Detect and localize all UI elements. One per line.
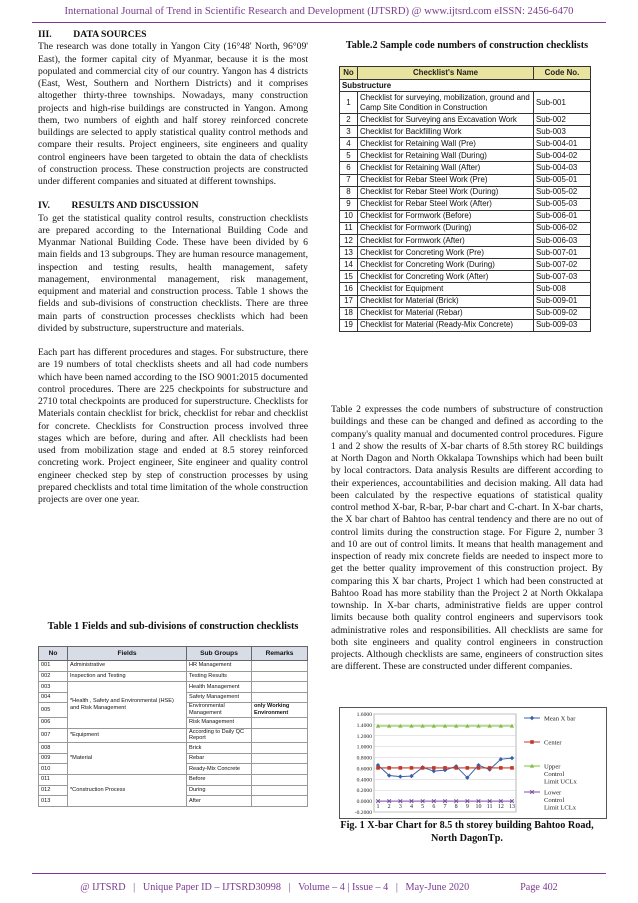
section-heading-results: IV. RESULTS AND DISCUSSION bbox=[38, 200, 199, 212]
x-tick-label: 2 bbox=[387, 804, 391, 811]
y-tick-label: 0.2000 bbox=[356, 788, 372, 795]
data-point bbox=[410, 766, 414, 770]
left-column bbox=[38, 29, 308, 506]
y-tick-label: 1.6000 bbox=[356, 712, 372, 718]
xbar-chart bbox=[339, 707, 607, 819]
table1-no: 012 bbox=[39, 785, 68, 796]
table1-field: Administrative bbox=[68, 661, 187, 672]
table2-row bbox=[340, 222, 591, 234]
data-point bbox=[421, 766, 425, 770]
table2-cell-name: Checklist for Rebar Steel Work (Pre) bbox=[358, 174, 534, 186]
table1-field: *Equipment bbox=[68, 728, 187, 743]
table2-cell-no: 16 bbox=[340, 283, 358, 295]
data-point bbox=[510, 756, 514, 760]
table1-subgroup: Testing Results bbox=[187, 671, 252, 682]
table1-subgroup: According to Daily QC Report bbox=[187, 728, 252, 743]
table1-subgroup: Risk Management bbox=[187, 717, 252, 728]
legend-label bbox=[544, 790, 577, 812]
table2-cell-code: Sub-005-01 bbox=[534, 174, 591, 186]
data-point bbox=[399, 766, 403, 770]
table2-cell-name: Checklist for Concreting Work (After) bbox=[358, 271, 534, 283]
table2-cell-code: Sub-009-01 bbox=[534, 295, 591, 307]
table2-cell-name: Checklist for Concreting Work (Pre) bbox=[358, 247, 534, 259]
table1-no: 005 bbox=[39, 703, 68, 718]
table1-caption: Table 1 Fields and sub-divisions of construction checklists bbox=[47, 621, 299, 632]
x-tick-label: 8 bbox=[454, 804, 458, 811]
table2-row bbox=[340, 162, 591, 174]
table2-header: Code No. bbox=[534, 67, 591, 80]
table2-cell-code: Sub-007-02 bbox=[534, 259, 591, 271]
table2-cell-name: Checklist for Equipment bbox=[358, 283, 534, 295]
legend-label-line: Control bbox=[544, 797, 565, 804]
table1-field: *Health , Safety and Environmental (HSE) and Risk Management bbox=[68, 682, 187, 728]
table1-subgroup: Ready-Mix Concrete bbox=[187, 764, 252, 775]
data-point bbox=[488, 766, 492, 770]
x-tick-label: 6 bbox=[432, 804, 436, 811]
x-tick-label: 7 bbox=[443, 804, 447, 811]
legend-label bbox=[544, 764, 577, 786]
legend-label bbox=[544, 740, 562, 747]
table2-cell-no: 10 bbox=[340, 210, 358, 222]
table2-cell-code: Sub-003 bbox=[534, 126, 591, 138]
table1-subgroup: Environmental Management bbox=[187, 703, 252, 718]
legend-label-line: Limit LCLx bbox=[544, 804, 577, 812]
table2-cell-code: Sub-009-03 bbox=[534, 319, 591, 331]
paragraph-results-2: Each part has different procedures and stages. For substructure, there are 19 numbers of total checklists sheets and all had code numbers which have been named according to the ISO 9001:2015 documented control procedures. There are 225 checkpoints for substructure and 2710 total checkpoints are produced for superstructure. Checklists for Materials contain checklist for brick, checklist for rebar and checklist for concrete. Checklists for Construction process involved three stages which are before, during and after. All checklists had been used from mobilization stage and ended at 8.5 storey reinforced concreting work. Project engineer, Site engineer and quality control engineer checked step by step of construction processes by using prepared checklists and total time limitation of the whole construction projects are over one year. bbox=[38, 347, 308, 505]
table2-cell-name: Checklist for Retaining Wall (Pre) bbox=[358, 138, 534, 150]
y-tick-label: 1.2000 bbox=[356, 733, 372, 740]
table2-cell-no: 12 bbox=[340, 235, 358, 247]
table2-row bbox=[340, 283, 591, 295]
table2-cell-no: 15 bbox=[340, 271, 358, 283]
table2-cell-code: Sub-005-03 bbox=[534, 198, 591, 210]
table1-subgroup: After bbox=[187, 796, 252, 807]
table2-cell-code: Sub-006-01 bbox=[534, 210, 591, 222]
table1-subgroup: Safety Management bbox=[187, 692, 252, 703]
table2-cell-no: 11 bbox=[340, 222, 358, 234]
table2-cell-no: 8 bbox=[340, 186, 358, 198]
table2-cell-no: 4 bbox=[340, 138, 358, 150]
paragraph-results-1: To get the statistical quality control results, construction checklists are prepared according to the International Building Code and Myanmar National Building Code. These have been divided by 6 main fields and 13 subgroups. They are human resource management, inspection and testing results, health management, safety management, environmental management, risk management, equipment and material and construction process. Table 1 shows the fields and sub-divisions of construction checklists. There are three main parts of construction processes checklists which had been divided by substructure, superstructure and materials. bbox=[38, 212, 308, 334]
section-heading-data-sources: III. DATA SOURCES bbox=[38, 29, 147, 40]
x-tick-label: 10 bbox=[475, 804, 482, 811]
table2-row bbox=[340, 259, 591, 271]
table1-header: No bbox=[39, 647, 68, 661]
data-point bbox=[376, 766, 380, 770]
data-point bbox=[398, 774, 402, 778]
table1-no: 002 bbox=[39, 671, 68, 682]
y-tick-label: 1.0000 bbox=[356, 744, 372, 751]
data-point bbox=[432, 766, 436, 770]
table1-field: Inspection and Testing bbox=[68, 671, 187, 682]
table2-cell-name: Checklist for Surveying ans Excavation Work bbox=[358, 114, 534, 126]
table2-row bbox=[340, 138, 591, 150]
table2-cell-name: Checklist for Retaining Wall (During) bbox=[358, 150, 534, 162]
y-tick-label: 0.0000 bbox=[356, 799, 372, 806]
table2-row bbox=[340, 307, 591, 319]
table1-subgroup: HR Management bbox=[187, 661, 252, 672]
figure1-caption: Fig. 1 X-bar Chart for 8.5 th storey building Bahtoo Road, North DagonTp. bbox=[340, 820, 594, 844]
table2-cell-name: Checklist for surveying, mobilization, ground and Camp Site Condition in Construction bbox=[358, 92, 534, 114]
table2-caption: Table.2 Sample code numbers of construction checklists bbox=[345, 40, 589, 51]
table2-cell-code: Sub-005-02 bbox=[534, 186, 591, 198]
x-tick-label: 5 bbox=[421, 804, 425, 811]
table2-cell-code: Sub-001 bbox=[534, 92, 591, 114]
legend-marker bbox=[530, 740, 534, 744]
table1-subgroup: Brick bbox=[187, 743, 252, 754]
table1-no: 004 bbox=[39, 692, 68, 703]
table2-cell-code: Sub-008 bbox=[534, 283, 591, 295]
table2-row bbox=[340, 247, 591, 259]
data-point bbox=[510, 766, 514, 770]
x-tick-label: 1 bbox=[376, 804, 380, 811]
x-tick-label: 3 bbox=[398, 804, 402, 811]
data-point bbox=[443, 766, 447, 770]
y-tick-label: 0.8000 bbox=[356, 755, 372, 762]
data-point bbox=[499, 766, 503, 770]
data-point bbox=[454, 766, 458, 770]
table2-cell-code: Sub-004-03 bbox=[534, 162, 591, 174]
table2-row bbox=[340, 235, 591, 247]
table1-no: 013 bbox=[39, 796, 68, 807]
table2-cell-name: Checklist for Backfilling Work bbox=[358, 126, 534, 138]
table2-row bbox=[340, 150, 591, 162]
table2-cell-code: Sub-004-01 bbox=[534, 138, 591, 150]
table1-no: 006 bbox=[39, 717, 68, 728]
table1-subgroup: Health Management bbox=[187, 682, 252, 693]
table2-cell-name: Checklist for Concreting Work (During) bbox=[358, 259, 534, 271]
table1-no: 011 bbox=[39, 774, 68, 785]
legend-marker bbox=[530, 716, 534, 720]
table2-cell-code: Sub-004-02 bbox=[534, 150, 591, 162]
table2-row bbox=[340, 295, 591, 307]
legend-label-line: Mean X bar bbox=[544, 715, 576, 723]
table2-row bbox=[340, 198, 591, 210]
legend-label-line: Center bbox=[544, 739, 562, 747]
table2-cell-name: Checklist for Material (Brick) bbox=[358, 295, 534, 307]
table2-cell-no: 5 bbox=[340, 150, 358, 162]
table1-no: 008 bbox=[39, 743, 68, 754]
paragraph-table2-discussion: Table 2 expresses the code numbers of substructure of construction buildings and these can be changed and defined as according to the company's quality manual and documented control procedures. Figure 1 and 2 show the results of X-bar charts of 8.5th storey RC buildings at North Dagon and North Okkalapa Townships which had been built by local contractors. Data analysis Results are different according to their experiences, accountabilities and decision making. All data had been calculated by the respective equations of statistical quality control method X-bar, R-bar, P-bar chart and C-chart. In X-bar charts, the X bar chart of Bahtoo has central tendency and there are no out of control limits during the construction stage. For Figure 2, number 3 and 10 are out of control limits. It means that health management and inspection of ready mix concrete fields are needed to inspect more to get the better quality improvement of this construction project. By comparing this X bar charts, Project 1 which had been constructed at Bahtoo Road has more stability than the Project 2 at North Okkalapa township. In X-bar charts, administrative fields are upper control limits because both quality control engineers and supervisors took administrative roles and responsibilities. All checklists are same for both site engineers and quality control engineers in construction projects. Although checklists are same, engineers of construction sites are different. These are constructed under different companies. bbox=[331, 404, 603, 673]
table2-row bbox=[340, 186, 591, 198]
plot-area bbox=[374, 714, 516, 812]
table2-row bbox=[340, 92, 591, 114]
table1-header: Remarks bbox=[252, 647, 308, 661]
data-point bbox=[387, 766, 391, 770]
table2-cell-no: 13 bbox=[340, 247, 358, 259]
table1-no: 001 bbox=[39, 661, 68, 672]
legend-label-line: Lower bbox=[544, 789, 562, 797]
table2-cell-no: 6 bbox=[340, 162, 358, 174]
table2-cell-no: 1 bbox=[340, 92, 358, 114]
y-tick-label: -0.2000 bbox=[354, 810, 372, 816]
table1-subgroup: Rebar bbox=[187, 753, 252, 764]
table1-header: Sub Groups bbox=[187, 647, 252, 661]
table2-cell-no: 19 bbox=[340, 319, 358, 331]
data-point bbox=[477, 766, 481, 770]
table1-field: *Material bbox=[68, 743, 187, 775]
right-column bbox=[331, 404, 603, 674]
table2-cell-code: Sub-007-03 bbox=[534, 271, 591, 283]
journal-header: International Journal of Trend in Scientific Research and Development (IJTSRD) @ www.ijtsrd.com eISSN: 2456-6470 bbox=[64, 6, 574, 17]
data-point bbox=[466, 766, 470, 770]
table2-cell-name: Checklist for Formwork (During) bbox=[358, 222, 534, 234]
x-tick-label: 11 bbox=[486, 804, 493, 811]
table2-cell-code: Sub-009-02 bbox=[534, 307, 591, 319]
table2-cell-name: Checklist for Rebar Steel Work (After) bbox=[358, 198, 534, 210]
table1 bbox=[38, 646, 308, 807]
table2-cell-name: Checklist for Rebar Steel Work (During) bbox=[358, 186, 534, 198]
legend-label bbox=[544, 716, 576, 723]
table2 bbox=[339, 66, 591, 332]
table2-cell-no: 7 bbox=[340, 174, 358, 186]
table2-cell-no: 17 bbox=[340, 295, 358, 307]
x-tick-label: 4 bbox=[410, 804, 413, 811]
legend-label-line: Control bbox=[544, 771, 565, 778]
footer-rule bbox=[32, 873, 606, 874]
table2-cell-name: Checklist for Formwork (After) bbox=[358, 235, 534, 247]
y-tick-label: 1.4000 bbox=[356, 722, 372, 729]
table2-section: Substructure bbox=[340, 80, 591, 92]
table2-cell-no: 3 bbox=[340, 126, 358, 138]
table2-cell-code: Sub-006-02 bbox=[534, 222, 591, 234]
legend-label-line: Upper bbox=[544, 763, 561, 771]
table2-row bbox=[340, 114, 591, 126]
table1-remark: only Working Environment bbox=[252, 703, 308, 718]
legend-label-line: Limit UCLx bbox=[544, 778, 577, 786]
table2-cell-name: Checklist for Formwork (Before) bbox=[358, 210, 534, 222]
table2-cell-no: 2 bbox=[340, 114, 358, 126]
x-tick-label: 9 bbox=[465, 804, 469, 811]
table1-no: 009 bbox=[39, 753, 68, 764]
table1-subgroup: Before bbox=[187, 774, 252, 785]
table1-no: 003 bbox=[39, 682, 68, 693]
x-tick-label: 13 bbox=[509, 804, 515, 811]
table2-row bbox=[340, 319, 591, 331]
y-tick-label: 0.4000 bbox=[356, 777, 372, 784]
table1-field: *Construction Process bbox=[68, 774, 187, 806]
table2-cell-no: 14 bbox=[340, 259, 358, 271]
table2-cell-no: 18 bbox=[340, 307, 358, 319]
table2-cell-code: Sub-007-01 bbox=[534, 247, 591, 259]
header-rule bbox=[32, 22, 606, 23]
journal-footer: @ IJTSRD | Unique Paper ID – IJTSRD30998 | Volume – 4 | Issue – 4 | May-June 2020 Page 402 bbox=[80, 882, 558, 893]
table2-header: No bbox=[340, 67, 358, 80]
table2-cell-name: Checklist for Material (Rebar) bbox=[358, 307, 534, 319]
table1-no: 010 bbox=[39, 764, 68, 775]
table1-header: Fields bbox=[68, 647, 187, 661]
x-tick-label: 12 bbox=[497, 804, 504, 811]
table2-cell-code: Sub-006-03 bbox=[534, 235, 591, 247]
xbar-chart-svg bbox=[340, 708, 606, 818]
table2-cell-code: Sub-002 bbox=[534, 114, 591, 126]
table2-cell-name: Checklist for Retaining Wall (After) bbox=[358, 162, 534, 174]
table1-subgroup: During bbox=[187, 785, 252, 796]
table2-row bbox=[340, 126, 591, 138]
table2-header: Checklist's Name bbox=[358, 67, 534, 80]
table2-cell-name: Checklist for Material (Ready-Mix Concrete) bbox=[358, 319, 534, 331]
table2-row bbox=[340, 174, 591, 186]
table2-row bbox=[340, 210, 591, 222]
paragraph-data-sources: The research was done totally in Yangon City (16°48' North, 96°09' East), the former capital city of Myanmar, because it is the most populated and commercial city of our country. Yangon has 4 districts (East, West, Southern and Northern Districts) and it comprises altogether thirty-three townships. Nowadays, many construction projects and high-rise buildings are constructed in Yangon. Among them, two numbers of eighth and half storey reinforced concrete buildings are selected to apply statistical quality control methods and compare their results. Project engineers, site engineers and quality control engineers have been targeted to obtain the data of checklists of construction process. These construction projects are constructed under different companies and situated at different townships. bbox=[38, 41, 308, 187]
table1-no: 007 bbox=[39, 728, 68, 743]
y-tick-label: 0.6000 bbox=[356, 766, 372, 773]
table2-cell-no: 9 bbox=[340, 198, 358, 210]
table2-row bbox=[340, 271, 591, 283]
